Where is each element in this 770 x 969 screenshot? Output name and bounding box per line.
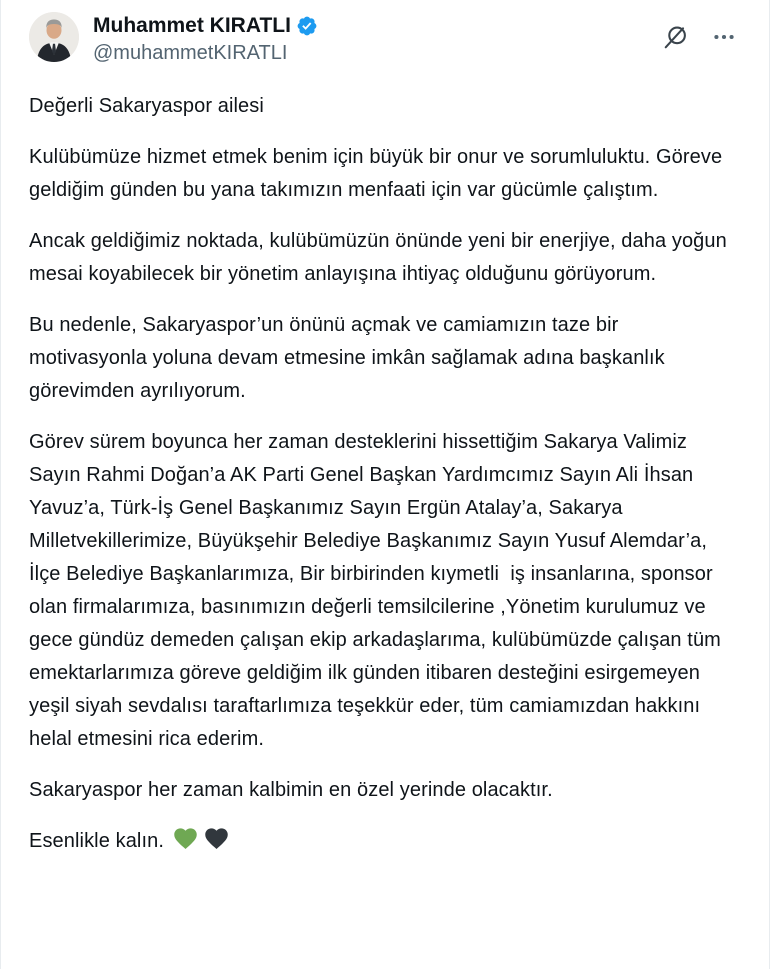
more-options-button[interactable] (709, 22, 739, 52)
green-heart-icon (172, 825, 199, 852)
verified-badge-icon (296, 15, 318, 37)
tweet-paragraph: Sakaryaspor her zaman kalbimin en özel yerinde olacaktır. (29, 779, 553, 802)
grok-icon (663, 24, 689, 50)
display-name[interactable]: Muhammet KIRATLI (93, 14, 291, 37)
closing-text: Esenlikle kalın. (29, 830, 164, 853)
tweet-text (29, 90, 741, 858)
more-horizontal-icon (711, 24, 737, 50)
name-row (93, 13, 318, 39)
avatar-portrait-image (29, 12, 79, 62)
tweet-paragraph: Değerli Sakaryaspor ailesi (29, 95, 264, 118)
heart-emojis (172, 825, 230, 852)
black-heart-icon (203, 825, 230, 852)
grok-actions-button[interactable] (661, 22, 691, 52)
user-handle: @muhammetKIRATLI (93, 42, 288, 65)
tweet-paragraph: Bu nedenle, Sakaryaspor’un önünü açmak ve camiamızın taze bir motivasyonla yoluna devam etmesine imkân sağlamak adına başkanlık görevimden ayrılıyorum. (29, 314, 671, 403)
tweet-paragraph: Ancak geldiğimiz noktada, kulübümüzün önünde yeni bir enerjiye, daha yoğun mesai koyabilecek bir yönetim anlayışına ihtiyaç olduğunu görüyorum. (29, 230, 733, 286)
tweet-paragraph: Görev sürem boyunca her zaman desteklerini hissettiğim Sakarya Valimiz Sayın Rahmi Doğan’a AK Parti Genel Başkan Yardımcımız Sayın Ali İhsan Yavuz’a, Türk-İş Genel Başkanımız Sayın Ergün Atalay’a, Sakarya Milletvekillerimize, Büyükşehir Belediye Başkanımız Sayın Yusuf Alemdar’a, İlçe Belediye Başkanlarımıza, Bir birbirinden kıymetli iş insanlarına, sponsor olan firmalarımıza, basınımızın değerli temsilcilerine ,Yönetim kurulumuz ve gece gündüz demeden çalışan ekip arkadaşlarıma, kulübümüzde çalışan tüm emektarlarımıza göreve geldiğim ilk günden itibaren desteğini esirgemeyen yeşil siyah sevdalısı taraftarlımıza teşekkür eder, tüm camiamızdan hakkını helal etmesini rica ederim. (29, 431, 727, 751)
tweet-closing-paragraph (29, 825, 741, 858)
tweet-paragraph: Kulübümüze hizmet etmek benim için büyük bir onur ve sorumluluktu. Göreve geldiğim günden bu yana takımızın menfaati için var gücümle çalıştım. (29, 146, 728, 202)
identity-block (93, 12, 318, 66)
tweet-header (29, 12, 741, 66)
header-actions (661, 12, 741, 52)
profile-avatar[interactable] (29, 12, 79, 62)
